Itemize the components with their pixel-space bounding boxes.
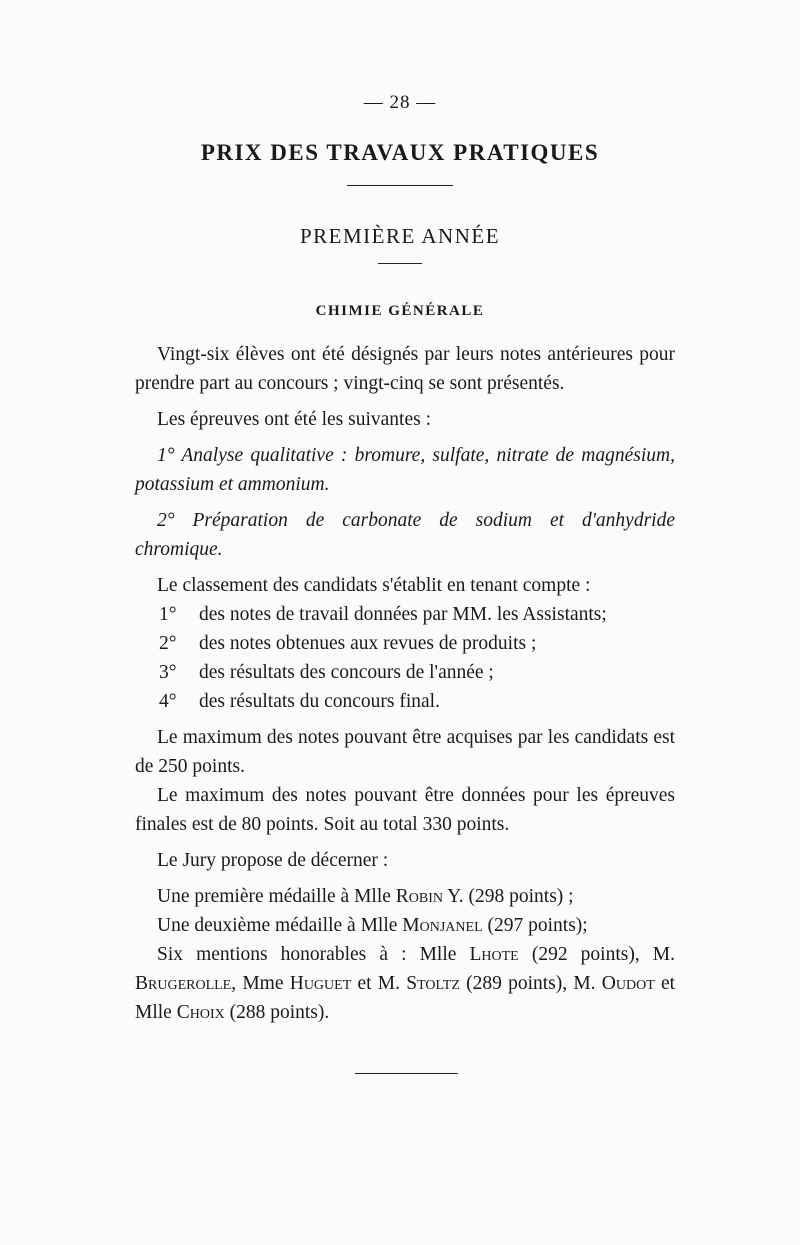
body-text — [135, 340, 675, 1027]
criterion-item — [135, 658, 675, 687]
criterion-item — [135, 629, 675, 658]
divider — [378, 263, 422, 264]
criterion-number: 4° — [159, 691, 177, 712]
laureate-name: Lhote — [469, 944, 519, 965]
maximum-acquises: Le maximum des notes pouvant être acquises par les candidats est de 250 points. — [135, 727, 675, 777]
criterion-number: 2° — [159, 633, 177, 654]
laureate-name: Huguet — [289, 973, 352, 994]
award-text: et M. — [357, 973, 401, 994]
award-text: (288 points). — [229, 1002, 330, 1023]
divider — [347, 185, 453, 186]
criterion-item — [135, 687, 675, 716]
award-text: et Mlle — [135, 973, 676, 1023]
criterion-number: 1° — [159, 604, 177, 625]
epreuve-2 — [135, 506, 675, 564]
criterion-text: des notes obtenues aux revues de produits ; — [199, 633, 537, 654]
laureate-name: Choix — [176, 1002, 225, 1023]
laureate-name: Stoltz — [406, 973, 460, 994]
subtitle: PREMIÈRE ANNÉE — [299, 224, 501, 248]
criterion-text: des notes de travail données par MM. les Assistants; — [199, 604, 607, 625]
award-text: Six mentions honorables à : Mlle — [157, 944, 457, 965]
intro-paragraph: Vingt-six élèves ont été désignés par leurs notes antérieures pour prendre part au concours ; vingt-cinq se sont présentés. — [135, 344, 675, 394]
award-text: , Mme — [231, 973, 284, 994]
page-number: — 28 — — [363, 92, 437, 113]
classement-intro: Le classement des candidats s'établit en tenant compte : — [157, 575, 591, 596]
award-text: (292 points), M. — [531, 944, 676, 965]
laureate-name: Oudot — [601, 973, 655, 994]
laureate-name: Monjanel — [402, 915, 483, 936]
award-second — [135, 911, 675, 940]
criterion-item — [135, 600, 675, 629]
award-text: (297 points); — [487, 915, 588, 936]
epreuves-intro: Les épreuves ont été les suivantes : — [157, 409, 431, 430]
page-title: PRIX DES TRAVAUX PRATIQUES — [200, 140, 600, 165]
award-text: Une deuxième médaille à Mlle — [157, 915, 398, 936]
epreuve-1-text: 1° Analyse qualitative : bromure, sulfate, nitrate de magnésium, potassium et ammonium. — [135, 445, 675, 495]
end-divider — [355, 1073, 458, 1074]
jury-intro: Le Jury propose de décerner : — [157, 850, 389, 871]
epreuve-2-text: 2° Préparation de carbonate de sodium et d'anhydride chromique. — [135, 510, 675, 560]
award-first — [135, 882, 675, 911]
maximum-finales: Le maximum des notes pouvant être données pour les épreuves finales est de 80 points. Soit au total 330 points. — [135, 785, 675, 835]
epreuve-1 — [135, 441, 675, 499]
criterion-number: 3° — [159, 662, 177, 683]
laureate-name: Robin — [395, 886, 444, 907]
award-text: (289 points), M. — [466, 973, 596, 994]
award-text: Y. (298 points) ; — [447, 886, 574, 907]
award-text: Une première médaille à Mlle — [157, 886, 391, 907]
section-heading: CHIMIE GÉNÉRALE — [315, 303, 485, 319]
laureate-name: Brugerolle — [135, 973, 232, 994]
criterion-text: des résultats du concours final. — [199, 691, 440, 712]
award-mentions — [135, 940, 675, 1027]
criterion-text: des résultats des concours de l'année ; — [199, 662, 494, 683]
